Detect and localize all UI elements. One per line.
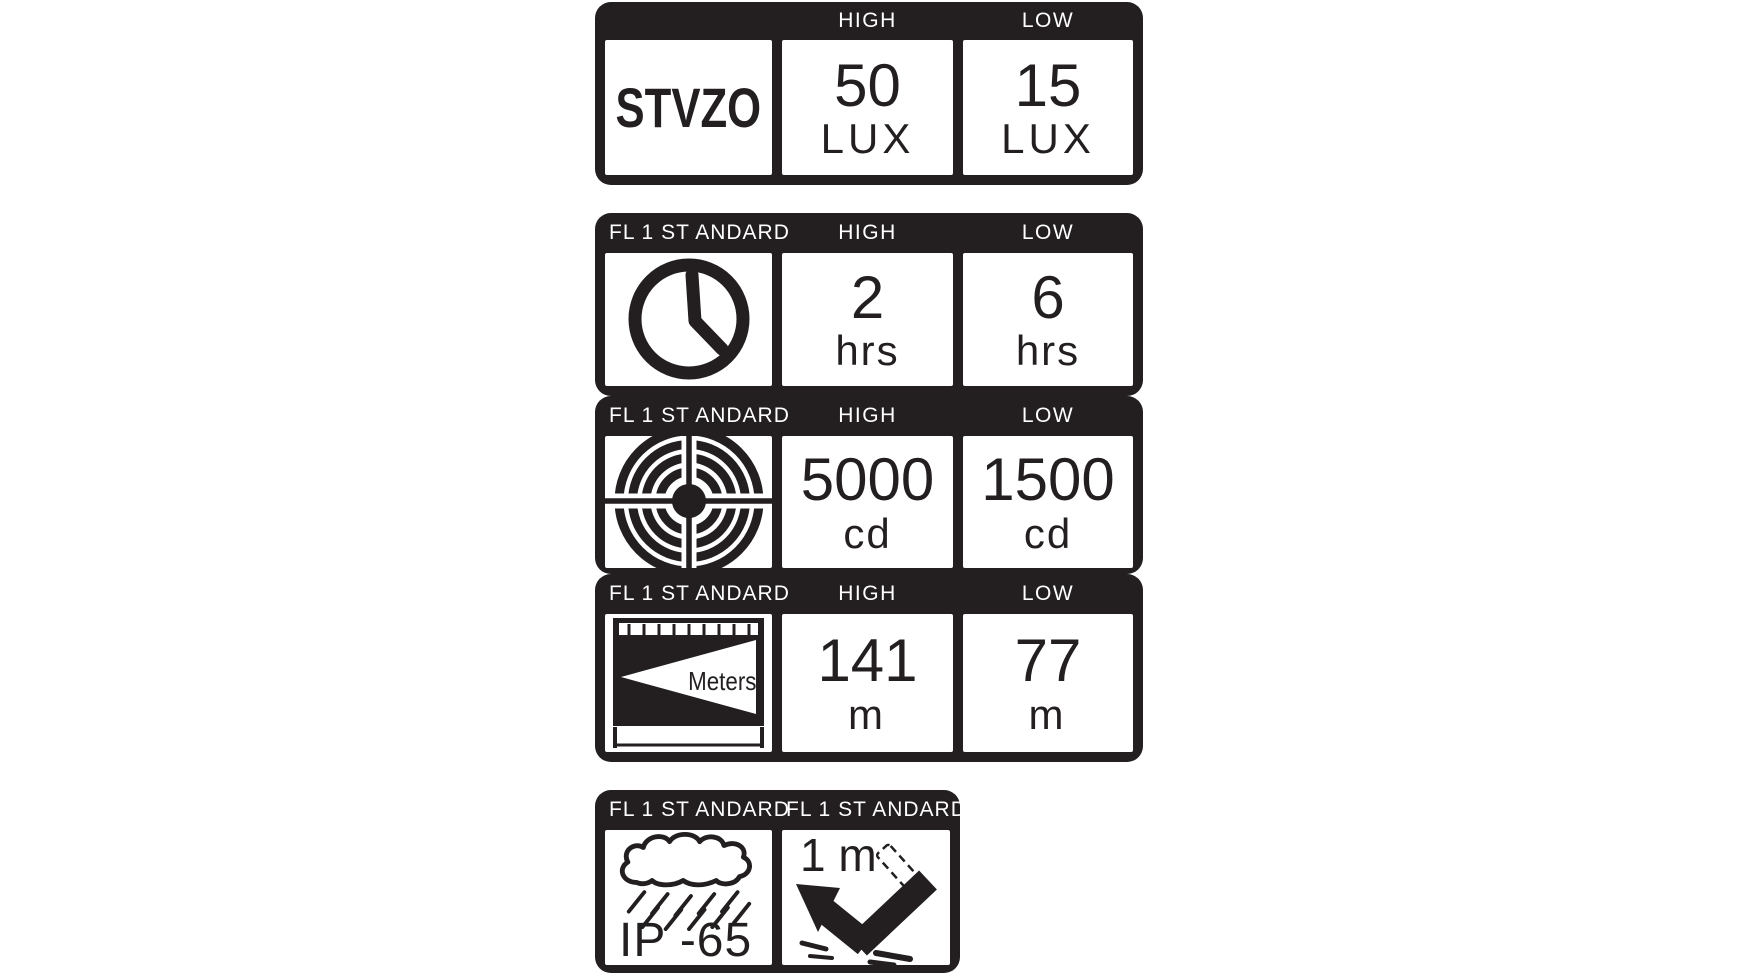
- ip-rating-label: IP -65: [619, 914, 753, 965]
- low-unit: hrs: [1015, 327, 1081, 375]
- column-header-low: LOW: [1021, 404, 1075, 427]
- runtime-icon-cell: [605, 253, 772, 386]
- row-header: [595, 2, 1143, 40]
- low-value-cell: [963, 614, 1133, 752]
- high-value-cell: [782, 40, 953, 175]
- row-cells: [595, 614, 1143, 762]
- high-value-cell: [782, 614, 953, 752]
- column-header-low: LOW: [1021, 9, 1075, 32]
- standard-label: FL 1 ST ANDARD: [609, 404, 790, 427]
- drop-height-label: 1 m: [800, 830, 877, 881]
- spec-row-footer: [595, 790, 967, 973]
- column-header-high: HIGH: [838, 404, 897, 427]
- row-cells: [595, 436, 1143, 578]
- impact-resistance-cell: [782, 830, 950, 965]
- low-value-cell: [963, 436, 1133, 568]
- beam-intensity-target-icon: [605, 436, 772, 568]
- column-header-high: HIGH: [838, 582, 897, 605]
- high-value: 50: [834, 51, 901, 119]
- high-value-cell: [782, 253, 953, 386]
- low-unit: LUX: [1001, 115, 1095, 163]
- spec-row-distance: [595, 574, 1143, 762]
- standard-label: FL 1 ST ANDARD: [609, 221, 790, 244]
- spec-row-runtime: [595, 213, 1143, 396]
- column-header-high: HIGH: [838, 221, 897, 244]
- high-value: 5000: [800, 446, 935, 514]
- column-header-low: LOW: [1021, 221, 1075, 244]
- standard-label: FL 1 ST ANDARD: [609, 798, 790, 821]
- spec-row-stvzo: [595, 2, 1143, 185]
- water-resistance-cell: [605, 830, 772, 965]
- high-unit: m: [848, 690, 887, 738]
- low-value-cell: [963, 40, 1133, 175]
- column-header-high: HIGH: [838, 9, 897, 32]
- high-unit: hrs: [835, 327, 900, 375]
- distance-icon-cell: [605, 614, 772, 752]
- row-header: [595, 396, 1143, 436]
- high-unit: cd: [843, 509, 892, 557]
- high-value: 2: [850, 263, 885, 331]
- low-unit: m: [1028, 690, 1068, 738]
- low-unit: cd: [1023, 509, 1073, 557]
- runtime-clock-icon: [619, 253, 759, 386]
- row-header: [595, 790, 967, 830]
- high-value-cell: [782, 436, 953, 568]
- high-unit: LUX: [820, 115, 915, 163]
- row-cells: [595, 40, 1143, 185]
- low-value: 1500: [981, 446, 1115, 514]
- row-cells: [595, 253, 1143, 396]
- low-value: 6: [1031, 263, 1065, 331]
- intensity-icon-cell: [605, 436, 772, 568]
- spec-row-intensity: [595, 396, 1143, 574]
- stvzo-cell: [605, 40, 772, 175]
- low-value: 15: [1014, 51, 1082, 119]
- low-value: 77: [1014, 627, 1082, 695]
- row-header: [595, 574, 1143, 614]
- high-value: 141: [817, 627, 918, 695]
- stvzo-label: STVZO: [615, 76, 762, 139]
- standard-label: FL 1 ST ANDARD: [786, 798, 967, 821]
- meters-label: Meters: [687, 666, 756, 696]
- row-cells: [595, 830, 960, 975]
- standard-label: FL 1 ST ANDARD: [609, 582, 790, 605]
- column-header-low: LOW: [1021, 582, 1075, 605]
- row-header: [595, 213, 1143, 253]
- low-value-cell: [963, 253, 1133, 386]
